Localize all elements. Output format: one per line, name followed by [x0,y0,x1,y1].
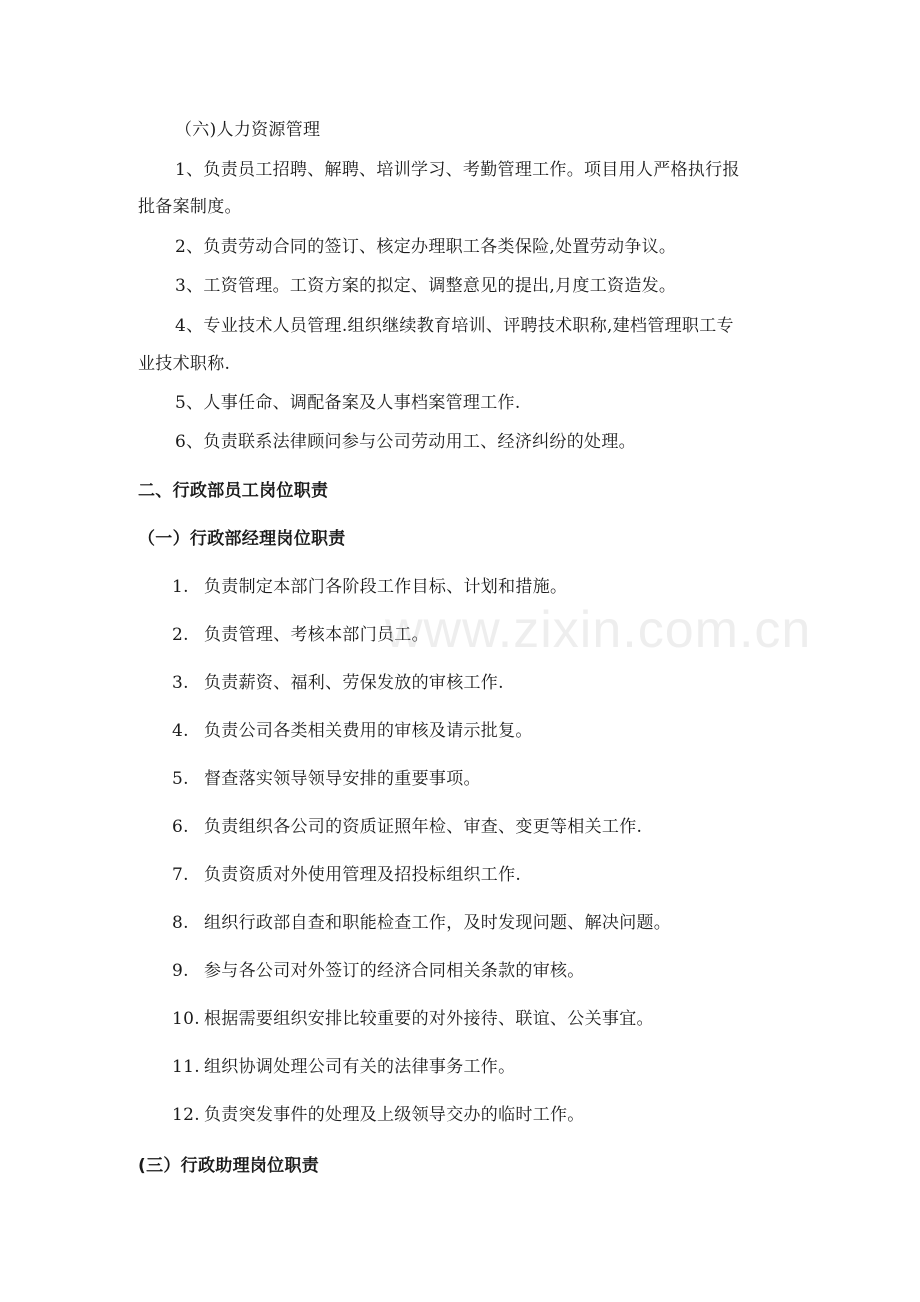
duty-item-9 [172,959,585,983]
duty-text: 根据需要组织安排比较重要的对外接待、联谊、公关事宜。 [204,1009,654,1029]
duty-number: 9. [172,961,189,981]
duty-text: 负责制定本部门各阶段工作目标、计划和措施。 [204,577,568,597]
duty-text: 组织协调处理公司有关的法律事务工作。 [204,1057,516,1077]
manager-duties-heading: （一）行政部经理岗位职责 [138,529,346,549]
duty-number: 2. [172,625,189,645]
duty-item-1 [172,575,567,599]
section-six-title: （六)人力资源管理 [175,120,321,140]
duty-text: 负责管理、考核本部门员工。 [204,625,429,645]
duty-text: 负责突发事件的处理及上级领导交办的临时工作。 [204,1105,585,1125]
part-two-heading: 二、行政部员工岗位职责 [138,481,329,501]
duty-number: 12. [172,1105,200,1125]
duty-item-7 [172,863,521,887]
duty-number: 6. [172,817,189,837]
hr-item-3: 3、工资管理。工资方案的拟定、调整意见的提出,月度工资造发。 [175,276,677,296]
duty-text: 负责资质对外使用管理及招投标组织工作. [204,865,522,885]
duty-item-4 [172,719,533,743]
duty-number: 3. [172,673,189,693]
hr-item-2: 2、负责劳动合同的签订、核定办理职工各类保险,处置劳动争议。 [175,237,677,257]
duty-item-12 [172,1103,585,1127]
duty-number: 5. [172,769,189,789]
duty-number: 7. [172,865,189,885]
duty-number: 11. [172,1057,200,1077]
duty-text: 负责薪资、福利、劳保发放的审核工作. [204,673,504,693]
duty-item-2 [172,623,429,647]
duty-item-6 [172,815,642,839]
duty-item-10 [172,1007,654,1031]
hr-item-6: 6、负责联系法律顾问参与公司劳动用工、经济纠纷的处理。 [175,432,636,452]
duty-text: 督查落实领导领导安排的重要事项。 [204,769,481,789]
duty-item-5 [172,767,481,791]
hr-item-5: 5、人事任命、调配备案及人事档案管理工作. [175,393,521,413]
hr-item-1-line-1: 1、负责员工招聘、解聘、培训学习、考勤管理工作。项目用人严格执行报 [175,160,740,180]
duty-item-11 [172,1055,515,1079]
duty-number: 8. [172,913,189,933]
duty-number: 1. [172,577,189,597]
assistant-duties-heading: (三）行政助理岗位职责 [138,1156,320,1176]
duty-text: 负责公司各类相关费用的审核及请示批复。 [204,721,533,741]
duty-item-3 [172,671,504,695]
duty-number: 10. [172,1009,200,1029]
hr-item-4-line-2: 业技术职称. [138,354,231,374]
duty-text: 参与各公司对外签订的经济合同相关条款的审核。 [204,961,585,981]
hr-item-1-line-2: 批备案制度。 [138,197,242,217]
hr-item-4-line-1: 4、专业技术人员管理.组织继续教育培训、评聘技术职称,建档管理职工专 [175,316,734,336]
watermark: www.zixin.com.cn [385,601,812,659]
duty-item-8 [172,911,671,935]
duty-text: 组织行政部自查和职能检查工作，及时发现问题、解决问题。 [204,913,672,933]
duty-number: 4. [172,721,189,741]
duty-text: 负责组织各公司的资质证照年检、审查、变更等相关工作. [204,817,643,837]
